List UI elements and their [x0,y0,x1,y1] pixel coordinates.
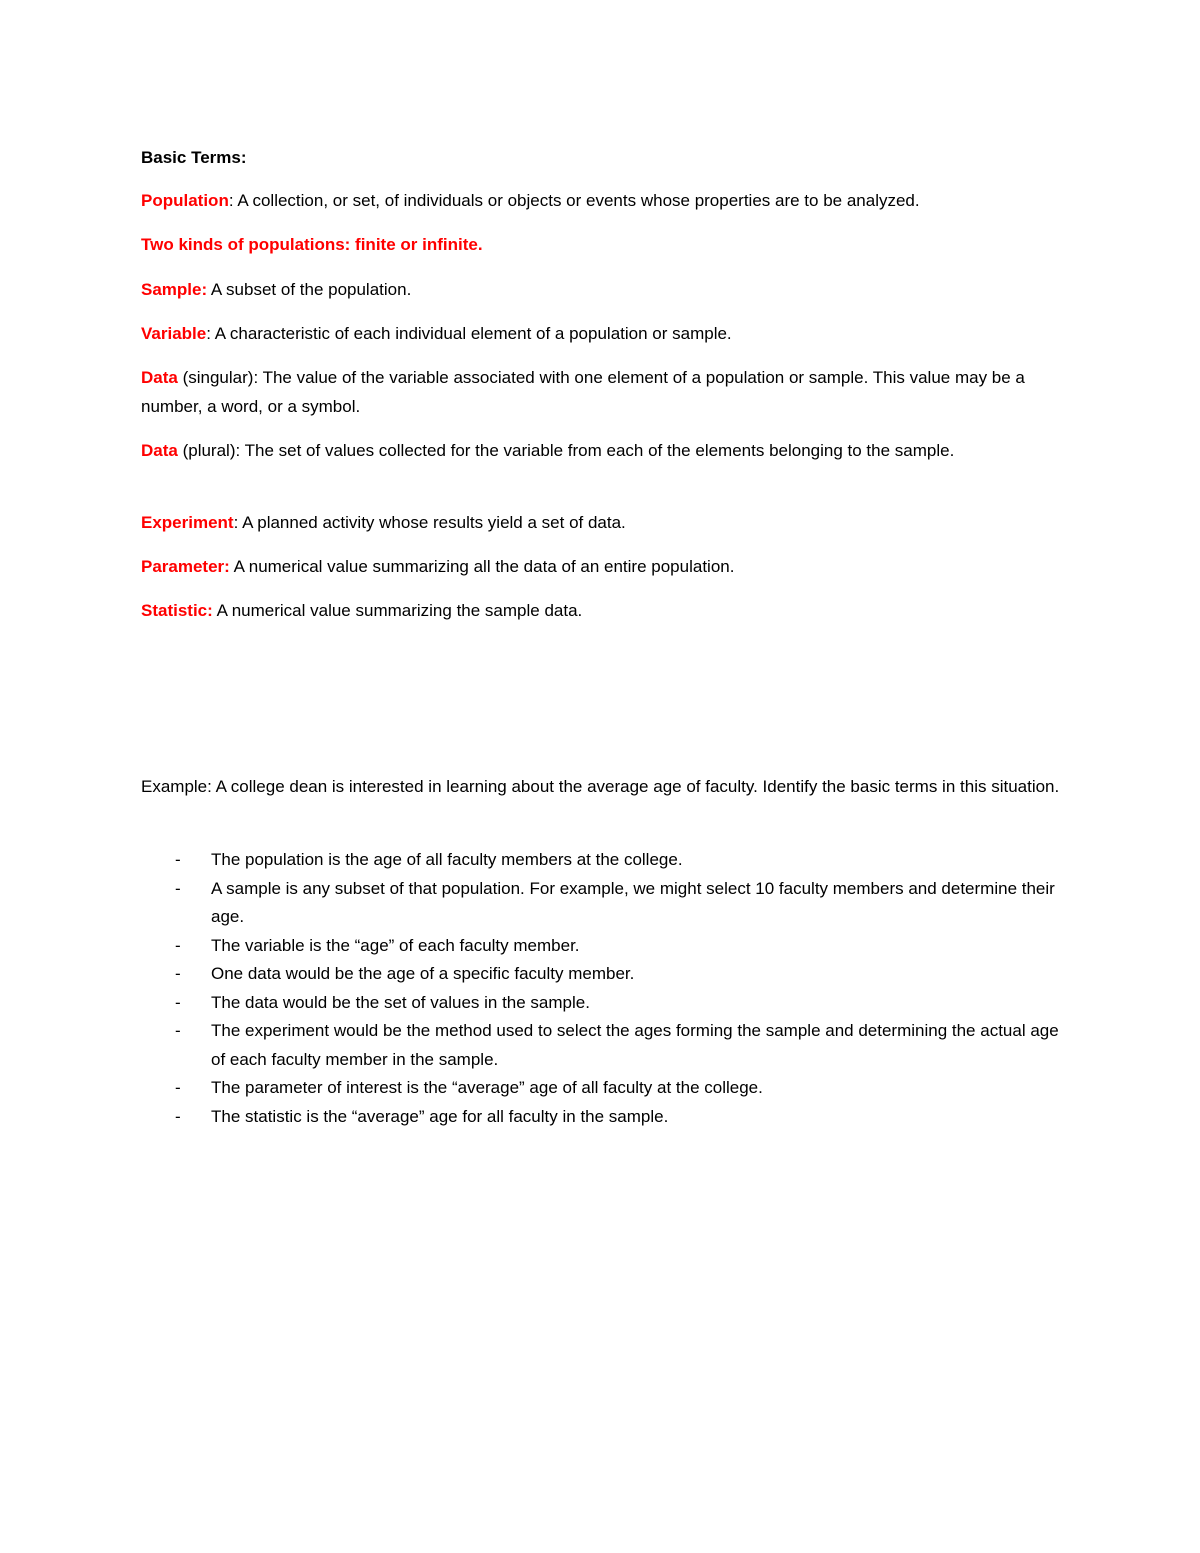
population-kinds-note: Two kinds of populations: finite or infinite. [141,235,483,254]
bullet-dash: - [175,850,181,869]
example-intro: Example: A college dean is interested in learning about the average age of faculty. Identify the basic terms in this situation. [141,777,1060,796]
definition-statistic [141,596,1061,625]
term-label: Sample: [141,280,208,299]
bullet-dash: - [175,1106,181,1126]
definition-text: A subset of the population. [207,280,412,299]
list-item-text: The data would be the set of values in the sample. [211,992,590,1012]
definition-parameter [141,552,1061,581]
term-label: Experiment [141,513,234,532]
definition-population [141,186,1061,215]
bullet-dash: - [175,878,181,898]
term-label: Data [141,368,178,387]
bullet-dash: - [175,1078,181,1097]
list-item [141,1017,1061,1074]
term-label: Statistic: [141,601,213,620]
list-item [141,989,1061,1018]
definition-text: A planned activity whose results yield a set of data. [238,513,626,532]
list-item [141,1103,1061,1132]
list-item-text: The population is the age of all faculty members at the college. [211,850,683,869]
definition-text: A collection, or set, of individuals or objects or events whose properties are to be analyzed. [233,191,920,210]
term-separator: : [206,324,211,343]
list-item-text: One data would be the age of a specific faculty member. [211,964,635,983]
bullet-dash: - [175,992,181,1012]
list-item-text: The parameter of interest is the “average” age of all faculty at the college. [211,1078,763,1097]
definition-data-singular [141,363,1061,421]
definition-sample [141,275,1061,304]
definition-text: (plural): The set of values collected for the variable from each of the elements belonging to the sample. [177,441,955,460]
list-item [141,846,1061,875]
list-item-text: The variable is the “age” of each faculty member. [211,935,580,955]
term-label: Population [141,191,229,210]
list-item [141,960,1061,989]
bullet-dash: - [175,935,181,955]
term-label: Parameter: [141,557,230,576]
bullet-dash: - [175,1021,181,1040]
term-separator: : [233,513,239,532]
definition-text: (singular): The value of the variable associated with one element of a population or sample. This value may be a number, a word, or a symbol. [141,368,1025,416]
list-item [141,932,1061,961]
list-item-text: The experiment would be the method used to select the ages forming the sample and determining the actual age of each faculty member in the sample. [211,1021,1059,1069]
definition-text: A characteristic of each individual element of a population or sample. [210,324,732,343]
list-item-text: The statistic is the “average” age for all faculty in the sample. [211,1106,669,1126]
bullet-dash: - [175,964,181,983]
list-item [141,1074,1061,1103]
definition-text: A numerical value summarizing all the data of an entire population. [229,557,735,576]
definition-variable [141,319,1061,348]
section-heading: Basic Terms: [141,148,247,167]
definition-text: A numerical value summarizing the sample data. [212,601,583,620]
term-separator: : [228,191,234,210]
term-label: Variable [141,324,207,343]
definition-data-plural [141,436,1061,465]
list-item [141,875,1061,932]
term-label: Data [141,441,178,460]
example-bullet-list [141,846,1061,1131]
list-item-text: A sample is any subset of that population. For example, we might select 10 faculty members and determine their age. [211,878,1055,926]
definition-experiment [141,508,1061,537]
